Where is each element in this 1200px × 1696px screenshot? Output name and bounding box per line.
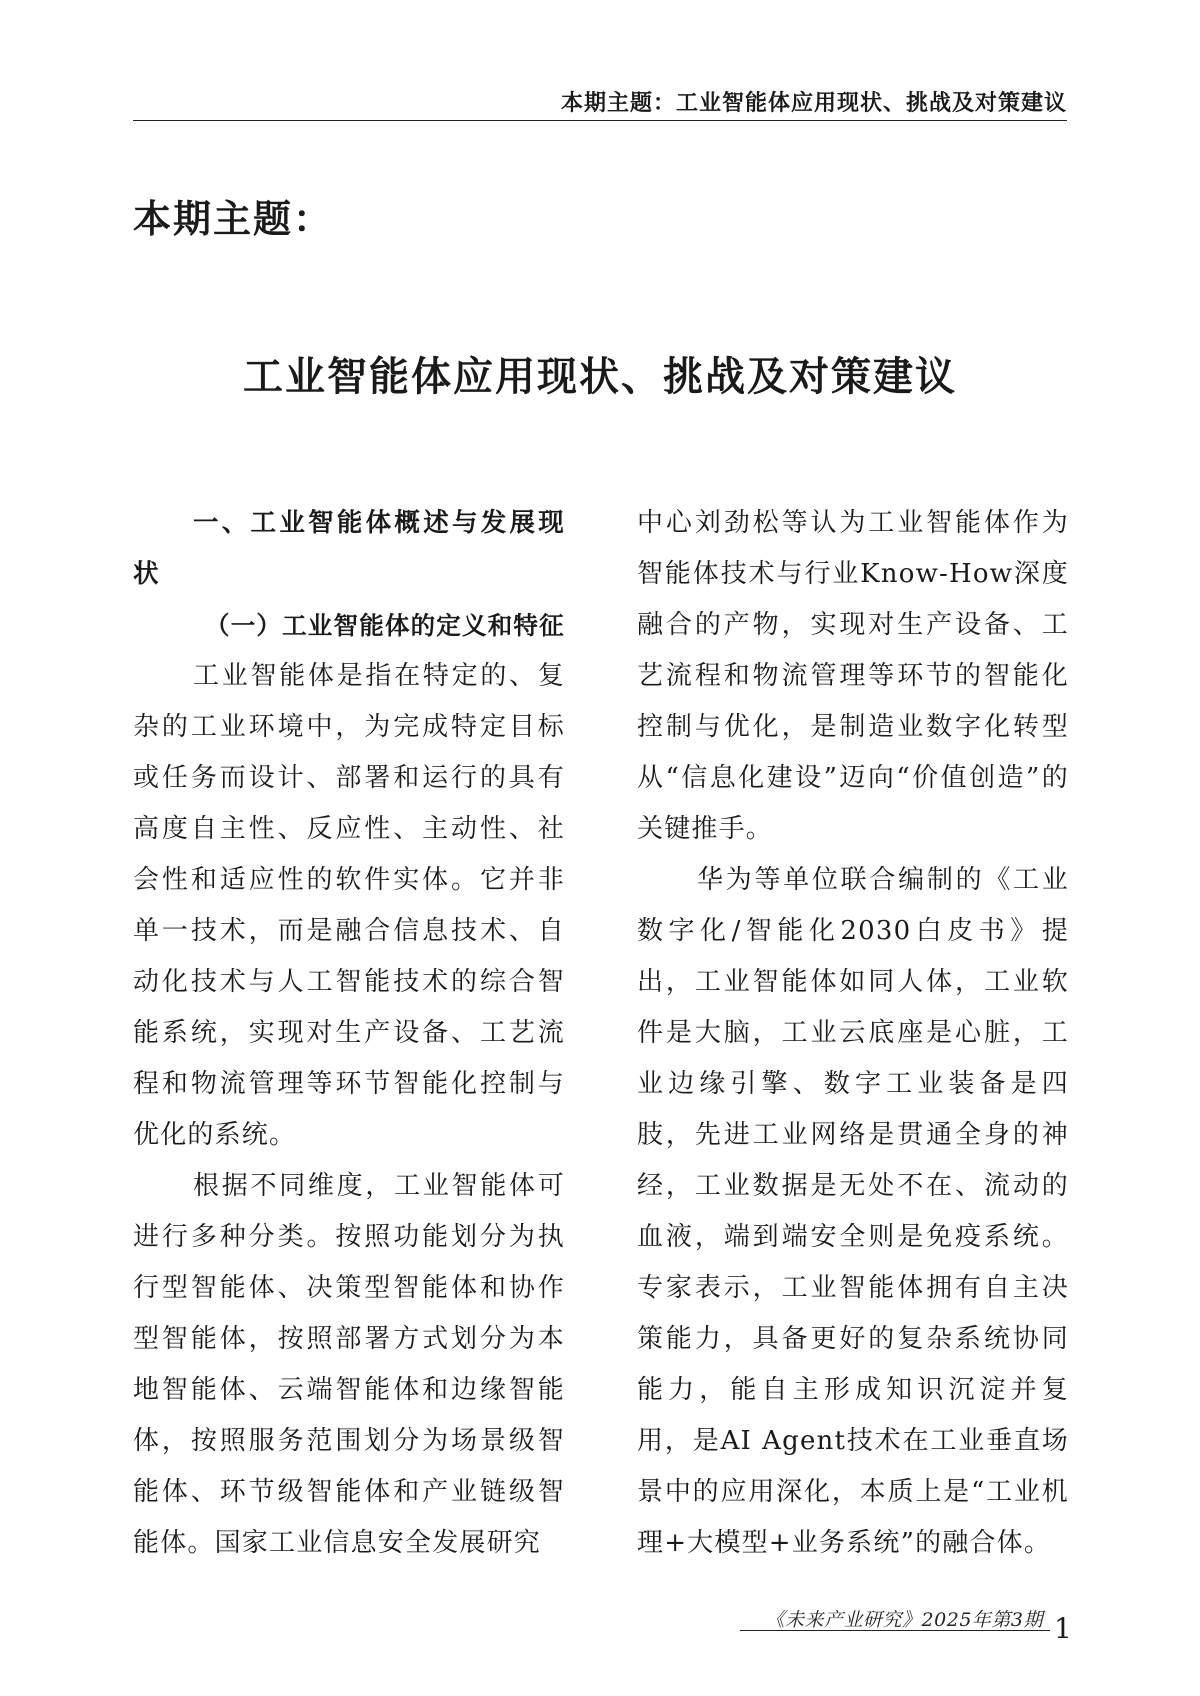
section-label: 本期主题： [133, 197, 334, 241]
body-paragraph: 根据不同维度，工业智能体可进行多种分类。按照功能划分为执行型智能体、决策型智能体和协作型智能体，按照部署方式划分为本地智能体、云端智能体和边缘智能体，按照服务范围划分为场景级智能体、环节级智能体和产业链级智能体。国家工业信息安全发展研究 [133, 1171, 565, 1558]
body-paragraph: 华为等单位联合编制的《工业数字化/智能化2030白皮书》提出，工业智能体如同人体，工业软件是大脑，工业云底座是心脏，工业边缘引擎、数字工业装备是四肢，先进工业网络是贯通全身的神经，工业数据是无处不在、流动的血液，端到端安全则是免疫系统。专家表示，工业智能体拥有自主决策能力，具备更好的复杂系统协同能力，能自主形成知识沉淀并复用，是AI Agent技术在工业垂直场景中的应用深化，本质上是“工业机理+大模型+业务系统”的融合体。 [637, 865, 1069, 1558]
footer-rule [740, 1630, 1050, 1631]
left-column [133, 498, 565, 1569]
subsection-heading: （一）工业智能体的定义和特征 [205, 611, 565, 640]
article-title: 工业智能体应用现状、挑战及对策建议 [243, 353, 957, 400]
journal-citation: 《未来产业研究》2025年第3期 [765, 1609, 1043, 1631]
right-column [637, 498, 1069, 1569]
body-paragraph-continued: 中心刘劲松等认为工业智能体作为智能体技术与行业Know-How深度融合的产物，实现对生产设备、工艺流程和物流管理等环节的智能化控制与优化，是制造业数字化转型从“信息化建设”迈向“价值创造”的关键推手。 [637, 508, 1069, 844]
body-paragraph: 工业智能体是指在特定的、复杂的工业环境中，为完成特定目标或任务而设计、部署和运行的具有高度自主性、反应性、主动性、社会性和适应性的软件实体。它并非单一技术，而是融合信息技术、自动化技术与人工智能技术的综合智能系统，实现对生产设备、工艺流程和物流管理等环节智能化控制与优化的系统。 [133, 661, 565, 1150]
section-heading: 一、工业智能体概述与发展现状 [133, 508, 565, 589]
page-number: 1 [1054, 1612, 1072, 1645]
header-rule [133, 120, 1067, 121]
running-header: 本期主题：工业智能体应用现状、挑战及对策建议 [560, 91, 1067, 116]
